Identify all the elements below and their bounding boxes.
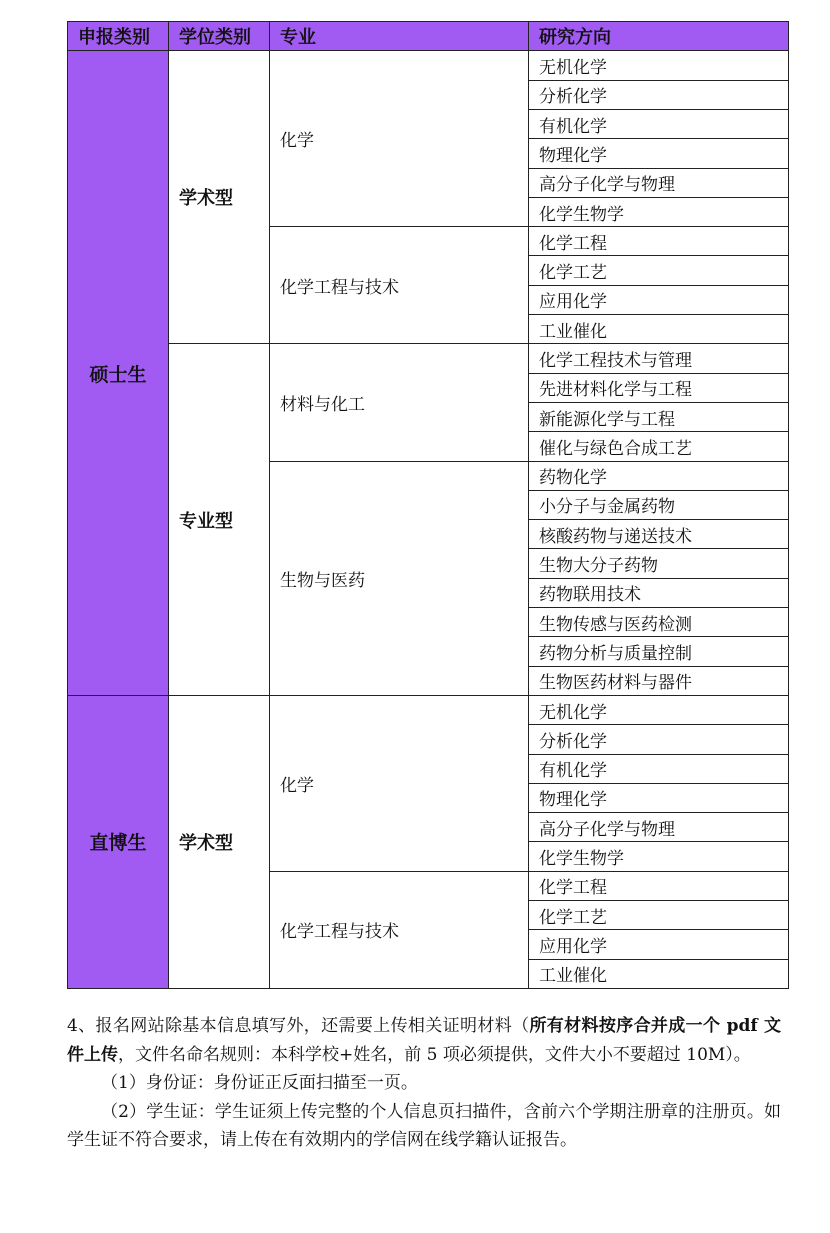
- majors-table: [67, 21, 789, 989]
- major-cell: 化学工程与技术: [270, 871, 529, 988]
- direction-cell: 有机化学: [529, 754, 789, 783]
- direction-cell: 化学工程: [529, 871, 789, 900]
- direction-cell: 化学工程: [529, 227, 789, 256]
- direction-cell: 化学工艺: [529, 901, 789, 930]
- notes-section: [67, 1012, 781, 1155]
- direction-cell: 化学生物学: [529, 197, 789, 226]
- direction-cell: 化学工艺: [529, 256, 789, 285]
- category-cell: 硕士生: [68, 51, 169, 696]
- note-student-card: （2）学生证：学生证须上传完整的个人信息页扫描件，含前六个学期注册章的注册页。如学生证不符合要求，请上传在有效期内的学信网在线学籍认证报告。: [67, 1101, 781, 1150]
- note-4-rule: ，文件名命名规则：本科学校+姓名，前 5 项必须提供，文件大小不要超过 10M）。: [118, 1044, 751, 1065]
- direction-cell: 生物传感与医药检测: [529, 608, 789, 637]
- direction-cell: 化学工程技术与管理: [529, 344, 789, 373]
- direction-cell: 分析化学: [529, 80, 789, 109]
- major-cell: 生物与医药: [270, 461, 529, 695]
- note-4-intro: 4、报名网站除基本信息填写外，还需要上传相关证明材料（: [67, 1016, 530, 1036]
- direction-cell: 高分子化学与物理: [529, 168, 789, 197]
- direction-cell: 生物大分子药物: [529, 549, 789, 578]
- direction-cell: 核酸药物与递送技术: [529, 520, 789, 549]
- direction-cell: 无机化学: [529, 51, 789, 80]
- direction-cell: 高分子化学与物理: [529, 813, 789, 842]
- direction-cell: 催化与绿色合成工艺: [529, 432, 789, 461]
- note-item-4: [67, 1012, 781, 1069]
- degree-cell: 学术型: [169, 695, 270, 988]
- table-row: [68, 695, 789, 724]
- direction-cell: 工业催化: [529, 315, 789, 344]
- direction-cell: 有机化学: [529, 109, 789, 138]
- direction-cell: 工业催化: [529, 959, 789, 988]
- direction-cell: 药物分析与质量控制: [529, 637, 789, 666]
- direction-cell: 新能源化学与工程: [529, 402, 789, 431]
- direction-cell: 生物医药材料与器件: [529, 666, 789, 695]
- direction-cell: 化学生物学: [529, 842, 789, 871]
- table-row: [68, 51, 789, 80]
- direction-cell: 无机化学: [529, 695, 789, 724]
- category-cell: 直博生: [68, 695, 169, 988]
- direction-cell: 物理化学: [529, 783, 789, 812]
- direction-cell: 先进材料化学与工程: [529, 373, 789, 402]
- header-major: 专业: [270, 22, 529, 51]
- direction-cell: 物理化学: [529, 139, 789, 168]
- degree-cell: 专业型: [169, 344, 270, 696]
- direction-cell: 分析化学: [529, 725, 789, 754]
- major-cell: 化学: [270, 695, 529, 871]
- header-degree: 学位类别: [169, 22, 270, 51]
- degree-cell: 学术型: [169, 51, 270, 344]
- note-id-card: （1）身份证：身份证正反面扫描至一页。: [101, 1073, 418, 1093]
- table-header-row: [68, 22, 789, 51]
- majors-table-body: [68, 22, 789, 989]
- direction-cell: 药物联用技术: [529, 578, 789, 607]
- direction-cell: 药物化学: [529, 461, 789, 490]
- major-cell: 化学工程与技术: [270, 227, 529, 344]
- major-cell: 材料与化工: [270, 344, 529, 461]
- table-row: [68, 344, 789, 373]
- direction-cell: 小分子与金属药物: [529, 490, 789, 519]
- header-category: 申报类别: [68, 22, 169, 51]
- direction-cell: 应用化学: [529, 285, 789, 314]
- major-cell: 化学: [270, 51, 529, 227]
- header-direction: 研究方向: [529, 22, 789, 51]
- note-4-emphasis: 所有材料按序合并成一个 pdf 文件上传: [67, 1016, 781, 1065]
- direction-cell: 应用化学: [529, 930, 789, 959]
